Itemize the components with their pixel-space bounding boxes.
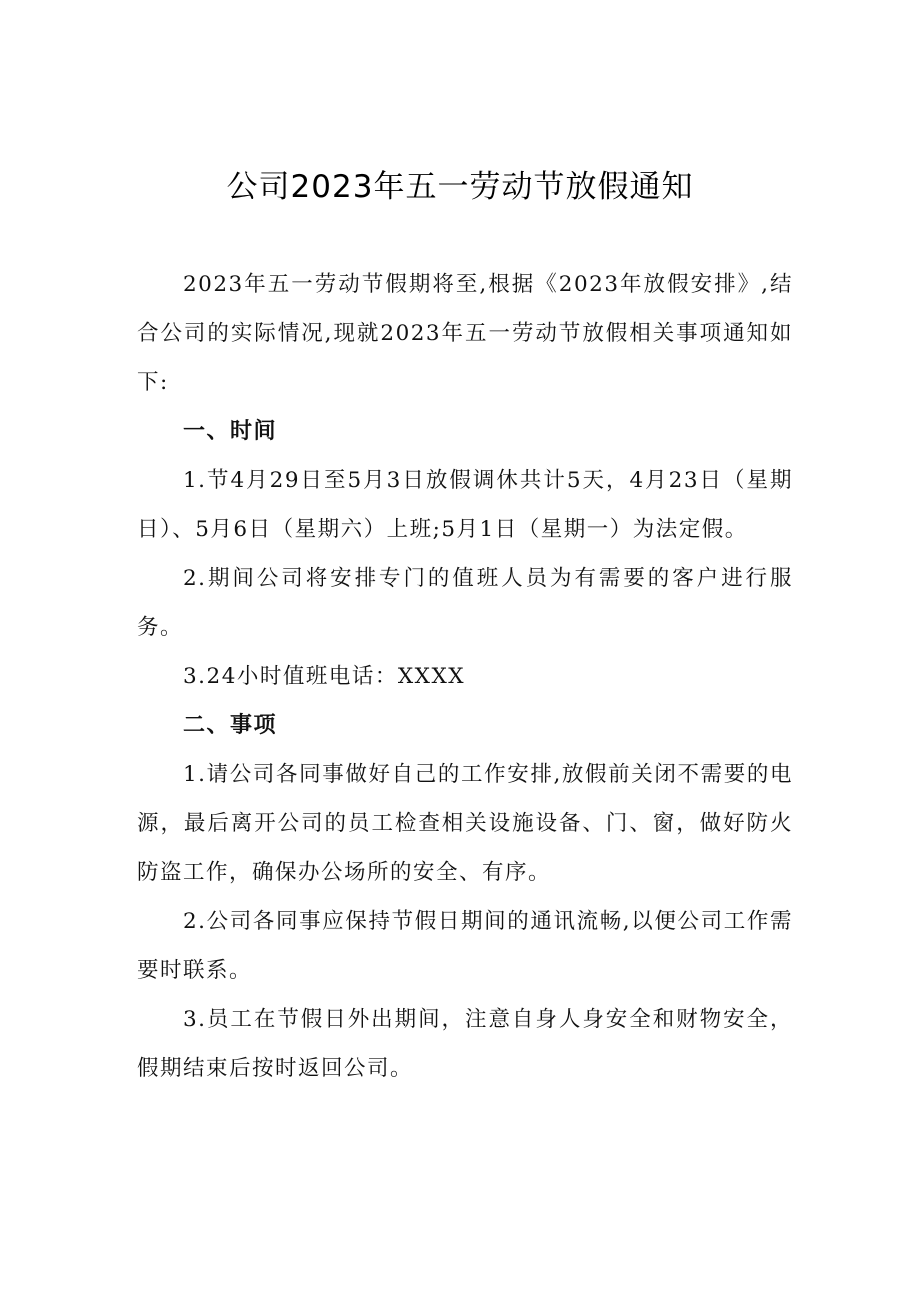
document-title: 公司2023年五一劳动节放假通知 xyxy=(226,169,694,205)
matters-item-3: 3.员工在节假日外出期间，注意自身人身安全和财物安全，假期结束后按时返回公司。 xyxy=(137,1007,793,1081)
matters-item-2: 2.公司各同事应保持节假日期间的通讯流畅,以便公司工作需要时联系。 xyxy=(137,909,793,983)
time-item-2: 2.期间公司将安排专门的值班人员为有需要的客户进行服务。 xyxy=(137,566,793,640)
matters-item-1: 1.请公司各同事做好自己的工作安排,放假前关闭不需要的电源，最后离开公司的员工检查相关设施设备、门、窗，做好防火防盗工作，确保办公场所的安全、有序。 xyxy=(137,762,793,885)
time-item-1: 1.节4月29日至5月3日放假调休共计5天，4月23日（星期日）、5月6日（星期六）上班;5月1日（星期一）为法定假。 xyxy=(137,468,793,542)
intro-paragraph: 2023年五一劳动节假期将至,根据《2023年放假安排》,结合公司的实际情况,现就2023年五一劳动节放假相关事项通知如下: xyxy=(137,272,793,395)
section-heading-matters: 二、事项 xyxy=(183,713,278,738)
time-item-3: 3.24小时值班电话：XXXX xyxy=(183,664,466,689)
section-heading-time: 一、时间 xyxy=(183,419,278,444)
document-body xyxy=(137,260,793,1093)
